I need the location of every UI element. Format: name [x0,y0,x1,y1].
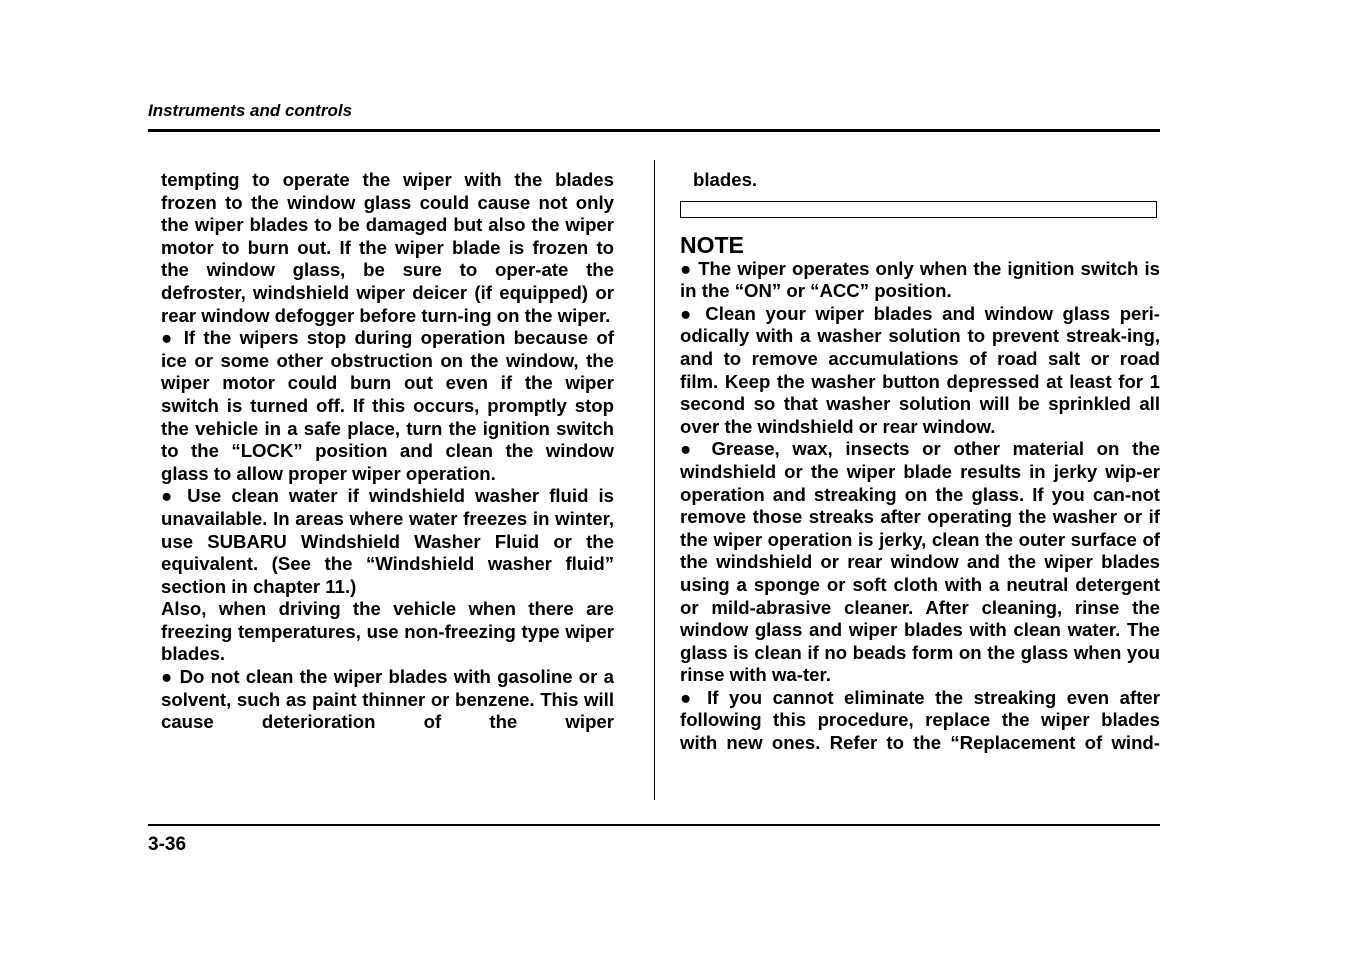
note-bullet-ignition: ● The wiper operates only when the ignition switch is in the “ON” or “ACC” position. [680,257,1160,302]
footer-rule [148,824,1160,826]
warning-box-end [680,201,1157,218]
note-heading: NOTE [680,231,744,258]
page-number: 3-36 [148,834,187,855]
paragraph-frozen-blades: tempting to operate the wiper with the blades frozen to the window glass could cause not only the wiper blades to be damaged but also the wiper motor to burn out. If the wiper blade is frozen to the window glass, be sure to oper-ate the defroster, windshield wiper deicer (if equipped) or rear window defogger before turn-ing on the wiper. [161,169,614,326]
note-bullet-grease-wax: ● Grease, wax, insects or other material on the windshield or the wiper blade results in jerky wip-er operation and streaking on the glass. If you can-not remove those streaks after operating the washer or if the wiper operation is jerky, clean the outer surface of the windshield or rear window and the wiper blades using a sponge or soft cloth with a neutral detergent or mild-abrasive cleaner. After cleaning, rinse the window glass and wiper blades with clean water. The glass is clean if no beads form on the glass when you rinse with wa-ter. [680,438,1160,686]
left-column [161,169,614,734]
paragraph-non-freezing-blades: Also, when driving the vehicle when there are freezing temperatures, use non-freezing type wiper blades. [161,598,614,665]
continuation-text: blades. [693,169,758,190]
note-bullet-clean-periodically: ● Clean your wiper blades and window glass peri-odically with a washer solution to prevent streak-ing, and to remove accumulations of road salt or road film. Keep the washer button depressed at least for 1 second so that washer solution will be sprinkled all over the windshield or rear window. [680,302,1160,437]
section-title: Instruments and controls [148,101,353,120]
bullet-wipers-stop: ● If the wipers stop during operation because of ice or some other obstruction on the window, the wiper motor could burn out even if the wiper switch is turned off. If this occurs, promptly stop the vehicle in a safe place, turn the ignition switch to the “LOCK” position and clean the window glass to allow proper wiper operation. [161,327,614,484]
bullet-clean-water: ● Use clean water if windshield washer fluid is unavailable. In areas where water freezes in winter, use SUBARU Windshield Washer Fluid or the equivalent. (See the “Windshield washer fluid” section in chapter 11.) [161,485,614,597]
header-rule [148,129,1160,132]
note-bullet-streaking: ● If you cannot eliminate the streaking even after following this procedure, replace the wiper blades with new ones. Refer to the “Replacement of wind- [680,686,1160,754]
right-column [680,169,1160,755]
column-divider [654,160,655,800]
bullet-no-gasoline: ● Do not clean the wiper blades with gasoline or a solvent, such as paint thinner or benzene. This will cause deterioration of the wiper [161,666,614,733]
